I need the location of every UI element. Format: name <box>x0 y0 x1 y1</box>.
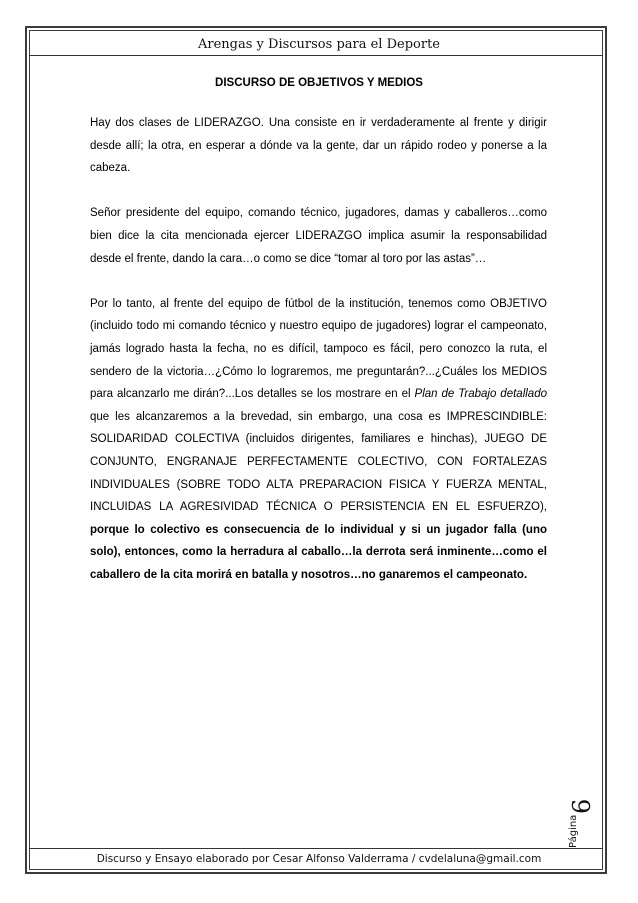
paragraph-3-bold: porque lo colectivo es consecuencia de lo individual y si un jugador falla (uno solo), entonces, como la herradura al caballo…la derrota será inminente…como el caballero de la cita morirá en batalla y nosotros…no ganaremos el campeonato. <box>90 523 547 581</box>
paragraph-3-italic: Plan de Trabajo detallado <box>414 388 547 401</box>
page-label: Página <box>568 814 579 848</box>
document-title: DISCURSO DE OBJETIVOS Y MEDIOS <box>215 77 423 89</box>
paragraph-3 <box>90 293 547 587</box>
paragraph-3-part-a: Por lo tanto, al frente del equipo de fútbol de la institución, tenemos como OBJETIVO (incluido todo mi comando técnico y nuestro equipo de jugadores) lograr el campeonato, jamás logrado hasta la fecha, no es difícil, tampoco es fácil, pero conozco la ruta, el sendero de la victoria…¿Cómo lo lograremos, me preguntarán?...¿Cuáles los MEDIOS para alcanzarlo me dirán?...Los detalles se los mostrare en el <box>90 297 547 401</box>
page-footer: Discurso y Ensayo elaborado por Cesar Alfonso Valderrama / cvdelaluna@gmail.com <box>96 853 542 865</box>
footer-rule <box>29 848 603 849</box>
page-number-block <box>568 770 598 850</box>
paragraph-1: Hay dos clases de LIDERAZGO. Una consiste en ir verdaderamente al frente y dirigir desde allí; la otra, en esperar a dónde va la gente, dar un rápido rodeo y ponerse a la cabeza. <box>90 117 547 175</box>
paragraph-3-part-b: que les alcanzaremos a la brevedad, sin embargo, una cosa es IMPRESCINDIBLE: SOLIDARIDAD COLECTIVA (incluidos dirigentes, familiares e hinchas), JUEGO DE CONJUNTO, ENGRANAJE PERFECTAMENTE COLECTIVO, CON FORTALEZAS INDIVIDUALES (SOBRE TODO ALTA PREPARACION FISICA Y FUERZA MENTAL, INCLUIDAS LA AGRESIVIDAD TÉCNICA O PERSISTENCIA EN EL ESFUERZO), <box>90 410 547 514</box>
page-number: 6 <box>568 798 596 814</box>
document-body <box>90 112 547 609</box>
paragraph-2: Señor presidente del equipo, comando técnico, jugadores, damas y caballeros…como bien dice la cita mencionada ejercer LIDERAZGO implica asumir la responsabilidad desde el frente, dando la cara…o como se dice “tomar al toro por las astas”… <box>90 207 547 265</box>
header-rule <box>29 55 603 56</box>
running-header: Arengas y Discursos para el Deporte <box>198 37 440 52</box>
